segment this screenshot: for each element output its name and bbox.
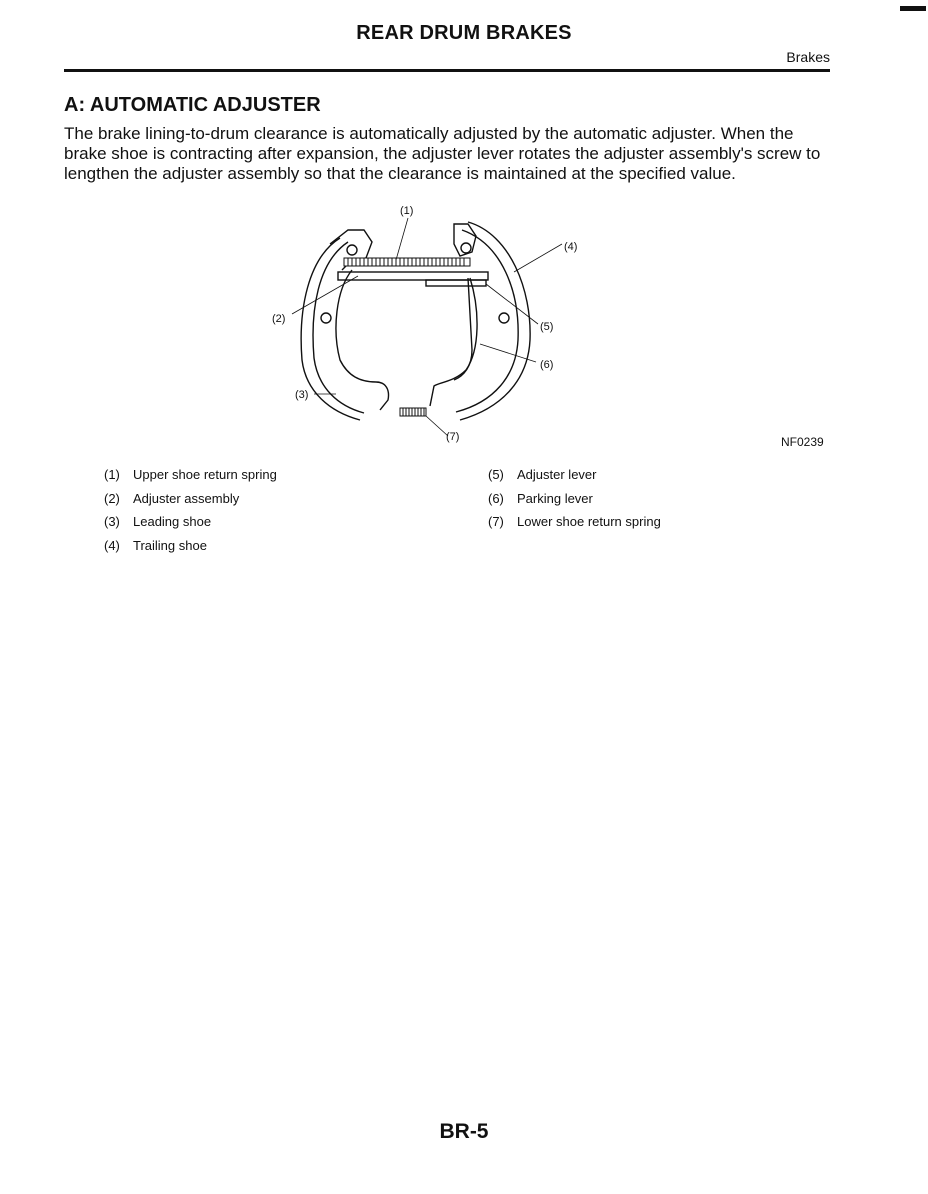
legend-number: (2) [104,490,120,506]
parking-lever [454,278,472,380]
callout-3: (3) [295,389,309,401]
legend-number: (4) [104,537,120,553]
callout-4: (4) [564,241,578,253]
callout-5: (5) [540,321,554,333]
legend-item [488,513,661,537]
legend-number: (3) [104,514,120,529]
trailing-shoe-top [454,224,476,256]
pivot-hole-left [321,313,331,323]
page-number: BR-5 [439,1120,489,1143]
leading-shoe-lining-inner [313,242,364,413]
legend-item [488,490,661,514]
upper-spring [344,258,470,266]
legend-item [104,490,277,514]
page-title: REAR DRUM BRAKES [356,22,572,44]
figure-id: NF0239 [781,435,824,449]
legend-label: Leading shoe [133,514,212,529]
legend-label: Parking lever [517,490,593,506]
adjuster-lever [426,280,486,286]
callout-1: (1) [400,205,414,217]
leading-shoe-web [336,270,389,410]
legend-number: (7) [488,514,504,529]
pivot-hole-right [499,313,509,323]
legend-item [104,513,277,537]
callout-6: (6) [540,359,554,371]
callout-7: (7) [446,431,460,443]
legend-left [104,466,277,560]
section-heading: A: AUTOMATIC ADJUSTER [64,94,321,116]
legend-number: (1) [104,467,120,482]
anchor-pin-left [347,245,357,255]
legend-number: (6) [488,490,504,506]
header-divider [64,69,830,72]
legend-label: Lower shoe return spring [517,514,661,529]
legend-item [104,537,277,561]
adjuster-assembly-bar [338,272,488,280]
trailing-shoe-web [430,278,477,406]
legend-label: Upper shoe return spring [133,467,277,482]
legend-right [488,466,661,537]
legend-item [488,466,661,490]
brake-diagram [240,200,600,450]
lower-spring [400,408,426,416]
legend-item [104,466,277,490]
legend-label: Trailing shoe [133,537,207,553]
legend-number: (5) [488,467,504,482]
legend-label: Adjuster assembly [133,490,240,506]
corner-tab-mark [900,6,926,11]
section-label: Brakes [786,49,830,65]
body-paragraph: The brake lining-to-drum clearance is automatically adjusted by the automatic adjuster. When the brake shoe is contracting after expansion, the adjuster lever rotates the adjuster assembly's screw to lengthen the adjuster assembly so that the clearance is maintained at the specified value. [64,124,821,183]
legend-label: Adjuster lever [517,467,597,482]
callout-2: (2) [272,313,286,325]
anchor-pin-right [461,243,471,253]
